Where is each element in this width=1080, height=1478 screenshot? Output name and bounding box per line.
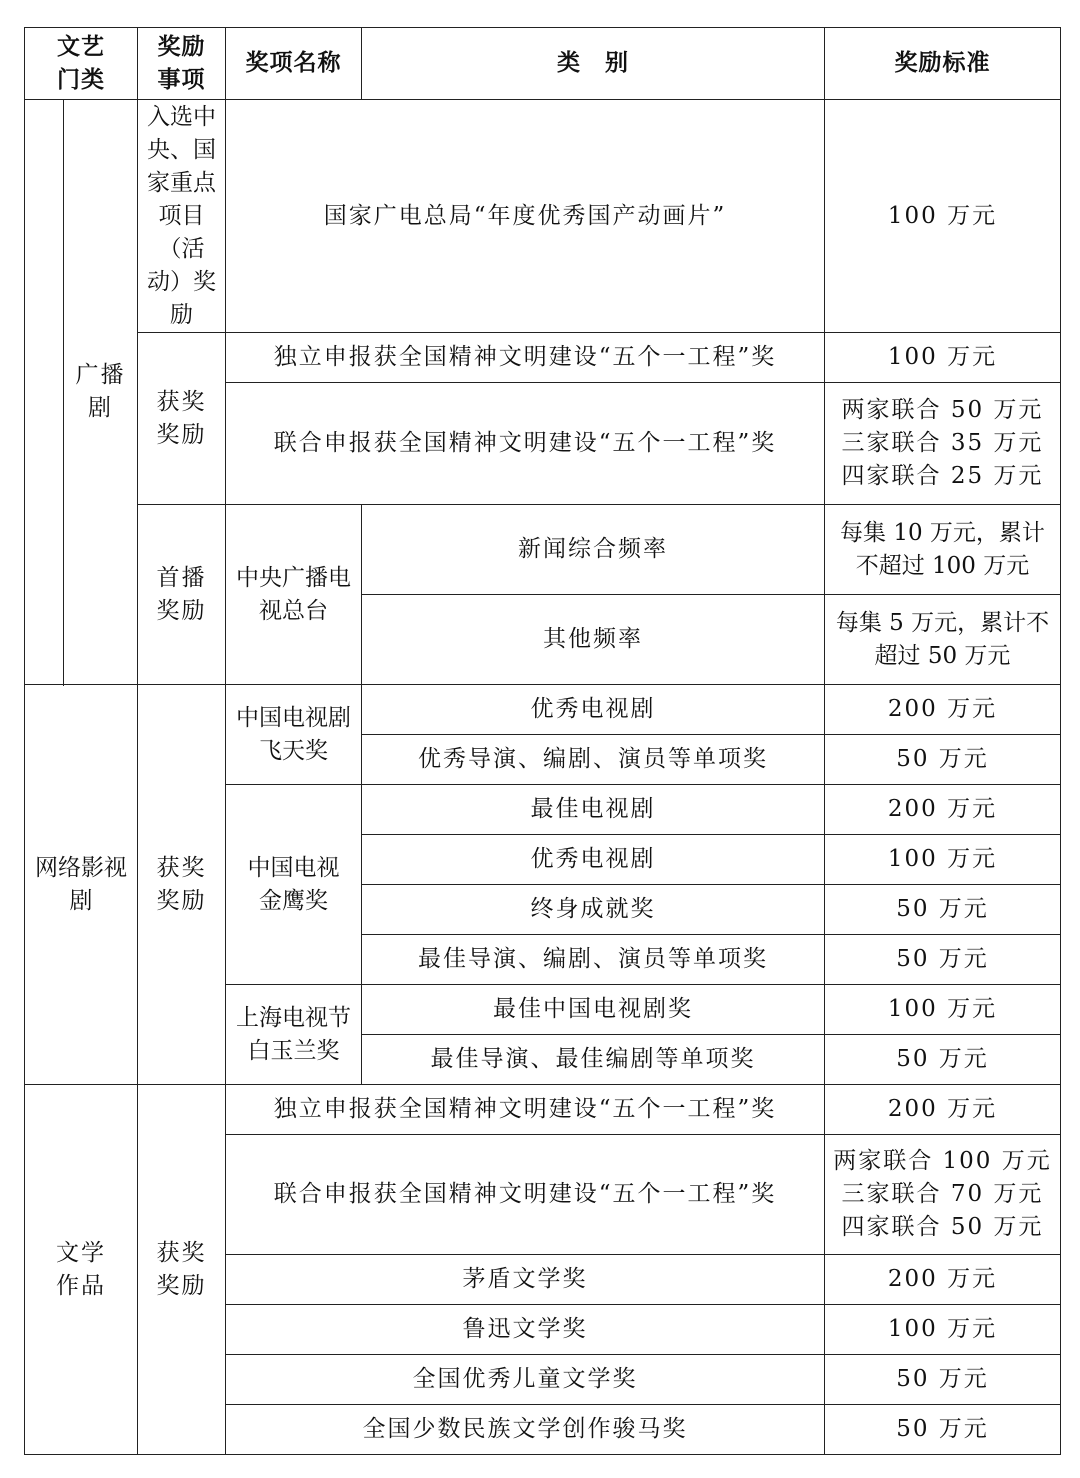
web-standard: 50 万元 xyxy=(825,935,1061,985)
header-row xyxy=(25,28,1061,100)
web-standard: 200 万元 xyxy=(825,785,1061,835)
literature-type: 茅盾文学奖 xyxy=(226,1255,825,1305)
radio-award-standard: 100 万元 xyxy=(825,333,1061,383)
radio-award-type: 联合申报获全国精神文明建设“五个一工程”奖 xyxy=(226,383,825,505)
radio-award-item: 获奖 奖励 xyxy=(138,333,226,505)
web-standard: 100 万元 xyxy=(825,835,1061,885)
web-category: 网络影视 剧 xyxy=(25,685,138,1085)
table-row xyxy=(25,505,1061,595)
literature-type: 独立申报获全国精神文明建设“五个一工程”奖 xyxy=(226,1085,825,1135)
web-type: 终身成就奖 xyxy=(362,885,825,935)
web-standard: 200 万元 xyxy=(825,685,1061,735)
table-row xyxy=(25,685,1061,735)
radio-blank-cell xyxy=(25,100,64,685)
literature-type: 全国优秀儿童文学奖 xyxy=(226,1355,825,1405)
literature-type: 全国少数民族文学创作骏马奖 xyxy=(226,1405,825,1455)
radio-award-standard: 两家联合 50 万元 三家联合 35 万元 四家联合 25 万元 xyxy=(825,383,1061,505)
radio-category: 广播 剧 xyxy=(64,100,138,685)
web-type: 优秀电视剧 xyxy=(362,685,825,735)
radio-premiere-type: 新闻综合频率 xyxy=(362,505,825,595)
header-item: 奖励 事项 xyxy=(138,28,226,100)
literature-type: 鲁迅文学奖 xyxy=(226,1305,825,1355)
table-row xyxy=(25,333,1061,383)
web-type: 最佳导演、最佳编剧等单项奖 xyxy=(362,1035,825,1085)
radio-project-type: 国家广电总局“年度优秀国产动画片” xyxy=(226,100,825,333)
radio-premiere-name: 中央广播电 视总台 xyxy=(226,505,362,685)
web-standard: 50 万元 xyxy=(825,885,1061,935)
radio-premiere-type: 其他频率 xyxy=(362,595,825,685)
radio-project-item: 入选中 央、国 家重点 项目 （活 动）奖 励 xyxy=(138,100,226,333)
radio-premiere-standard: 每集 5 万元，累计不 超过 50 万元 xyxy=(825,595,1061,685)
web-item: 获奖 奖励 xyxy=(138,685,226,1085)
web-type: 最佳导演、编剧、演员等单项奖 xyxy=(362,935,825,985)
radio-premiere-item: 首播 奖励 xyxy=(138,505,226,685)
literature-standard: 50 万元 xyxy=(825,1405,1061,1455)
awards-table xyxy=(24,27,1061,1455)
web-group-name: 上海电视节 白玉兰奖 xyxy=(226,985,362,1085)
radio-premiere-standard: 每集 10 万元，累计 不超过 100 万元 xyxy=(825,505,1061,595)
literature-standard: 200 万元 xyxy=(825,1255,1061,1305)
web-type: 优秀电视剧 xyxy=(362,835,825,885)
web-standard: 50 万元 xyxy=(825,735,1061,785)
web-standard: 50 万元 xyxy=(825,1035,1061,1085)
radio-award-type: 独立申报获全国精神文明建设“五个一工程”奖 xyxy=(226,333,825,383)
web-type: 优秀导演、编剧、演员等单项奖 xyxy=(362,735,825,785)
literature-item: 获奖 奖励 xyxy=(138,1085,226,1455)
web-group-name: 中国电视剧 飞天奖 xyxy=(226,685,362,785)
header-type: 类 别 xyxy=(362,28,825,100)
radio-project-standard: 100 万元 xyxy=(825,100,1061,333)
literature-standard: 100 万元 xyxy=(825,1305,1061,1355)
header-name: 奖项名称 xyxy=(226,28,362,100)
table-row xyxy=(25,1085,1061,1135)
literature-standard: 两家联合 100 万元 三家联合 70 万元 四家联合 50 万元 xyxy=(825,1135,1061,1255)
literature-category: 文学 作品 xyxy=(25,1085,138,1455)
table-row xyxy=(25,100,1061,333)
web-group-name: 中国电视 金鹰奖 xyxy=(226,785,362,985)
literature-standard: 200 万元 xyxy=(825,1085,1061,1135)
web-standard: 100 万元 xyxy=(825,985,1061,1035)
web-type: 最佳中国电视剧奖 xyxy=(362,985,825,1035)
header-category: 文艺 门类 xyxy=(25,28,138,100)
literature-standard: 50 万元 xyxy=(825,1355,1061,1405)
literature-type: 联合申报获全国精神文明建设“五个一工程”奖 xyxy=(226,1135,825,1255)
web-type: 最佳电视剧 xyxy=(362,785,825,835)
header-standard: 奖励标准 xyxy=(825,28,1061,100)
